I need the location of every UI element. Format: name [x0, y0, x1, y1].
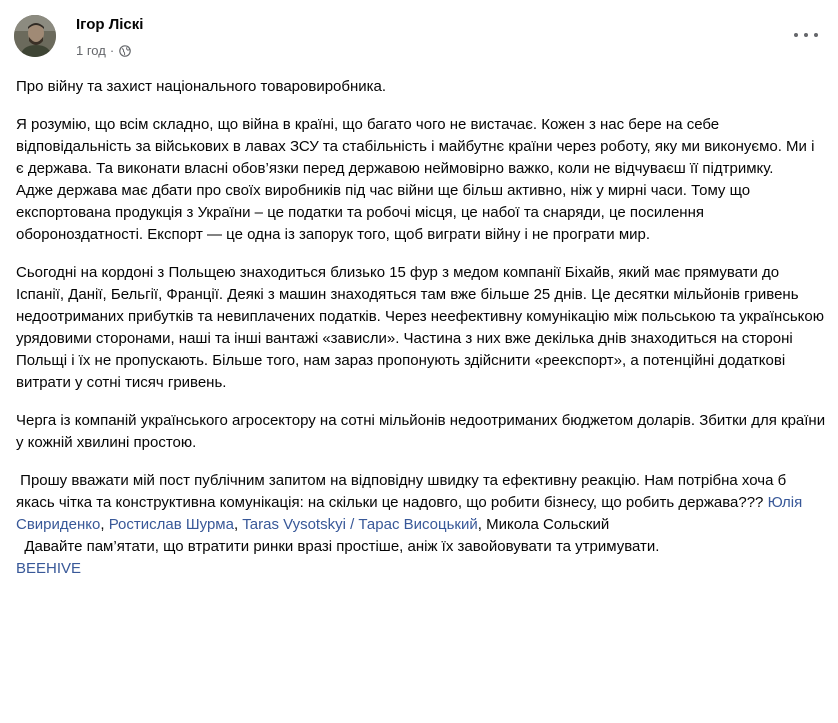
author-name[interactable]: Ігор Ліскі: [76, 16, 144, 33]
more-options-button[interactable]: [794, 30, 818, 40]
post-paragraph: Сьогодні на кордоні з Польщею знаходиться близько 15 фур з медом компанії Біхайв, який має прямувати до Іспанії, Данії, Бельгії, Франції. Деякі з машин знаходяться там вже більше 25 днів. Це десятки мільйонів гривень недоотриманих прибутків та невиплачених податків. Через неефективну комунікацію між польською та українською урядовими сторонами, наші та інші вантажі «зависли». Частина з них вже декілька днів знаходиться на стороні Польщі і їх не пропускають. Більше того, нам зараз пропонують здійснити «реекспорт», а потенційні додаткові витрати у сотні тисяч гривень.: [16, 264, 829, 391]
post-time[interactable]: 1 год: [76, 43, 106, 58]
tag-link[interactable]: Taras Vysotskyi / Тарас Висоцький: [242, 516, 478, 533]
globe-icon[interactable]: [119, 45, 131, 57]
brand-line: [16, 558, 826, 580]
post-paragraph: Я розумію, що всім складно, що війна в країні, що багато чого не вистачає. Кожен з нас бере на себе відповідальність за військових в лавах ЗСУ та стабільність і майбутнє країни через роботу, яку ми виконуємо. Ми і є держава. Та виконати власні обов’язки перед державою неймовірно важко, коли не відчуваєш її підтримку.: [16, 116, 819, 177]
request-text: Прошу вважати мій пост публічним запитом на відповідну швидку та ефективну реакцію. Нам потрібна хоча б якась чітка та конструктивна комунікація: на скільки це надовго, що робити бізнесу, що робить держава???: [16, 472, 791, 511]
avatar-photo: [14, 15, 56, 57]
post-paragraph: Давайте пам’ятати, що втратити ринки вразі простіше, аніж їх завойовувати та утримувати.: [16, 538, 660, 555]
post-paragraph: Адже держава має дбати про своїх виробників під час війни ще більш активно, ніж у мирні часи. Тому що експортована продукція з України – це податки та робочі місця, це набої та снаряди, це посилення обороноздатності. Експорт — це одна із запорук того, щоб виграти війну і не програти мир.: [16, 182, 755, 243]
post-meta: [76, 43, 131, 58]
tag-separator: ,: [100, 516, 109, 533]
post-paragraph: Про війну та захист національного товаровиробника.: [16, 78, 387, 95]
post-paragraph-with-tags: [16, 470, 826, 536]
author-avatar[interactable]: [14, 15, 56, 57]
tag-link[interactable]: Ростислав Шурма: [108, 516, 234, 533]
tag-separator: ,: [233, 516, 243, 533]
dot-icon: [794, 33, 798, 37]
tag-link[interactable]: Юлія Свириденко: [16, 494, 807, 533]
post-body: [16, 76, 830, 580]
post-paragraph: Черга із компаній українського агросектору на сотні мільйонів недоотриманих бюджетом доларів. Збитки для країни у кожній хвилині простою.: [16, 412, 830, 451]
dot-icon: [814, 33, 818, 37]
untagged-name: , Микола Сольский: [477, 516, 610, 533]
brand-tag-link[interactable]: BEEHIVE: [16, 560, 82, 577]
meta-separator: ·: [109, 43, 115, 58]
dot-icon: [804, 33, 808, 37]
